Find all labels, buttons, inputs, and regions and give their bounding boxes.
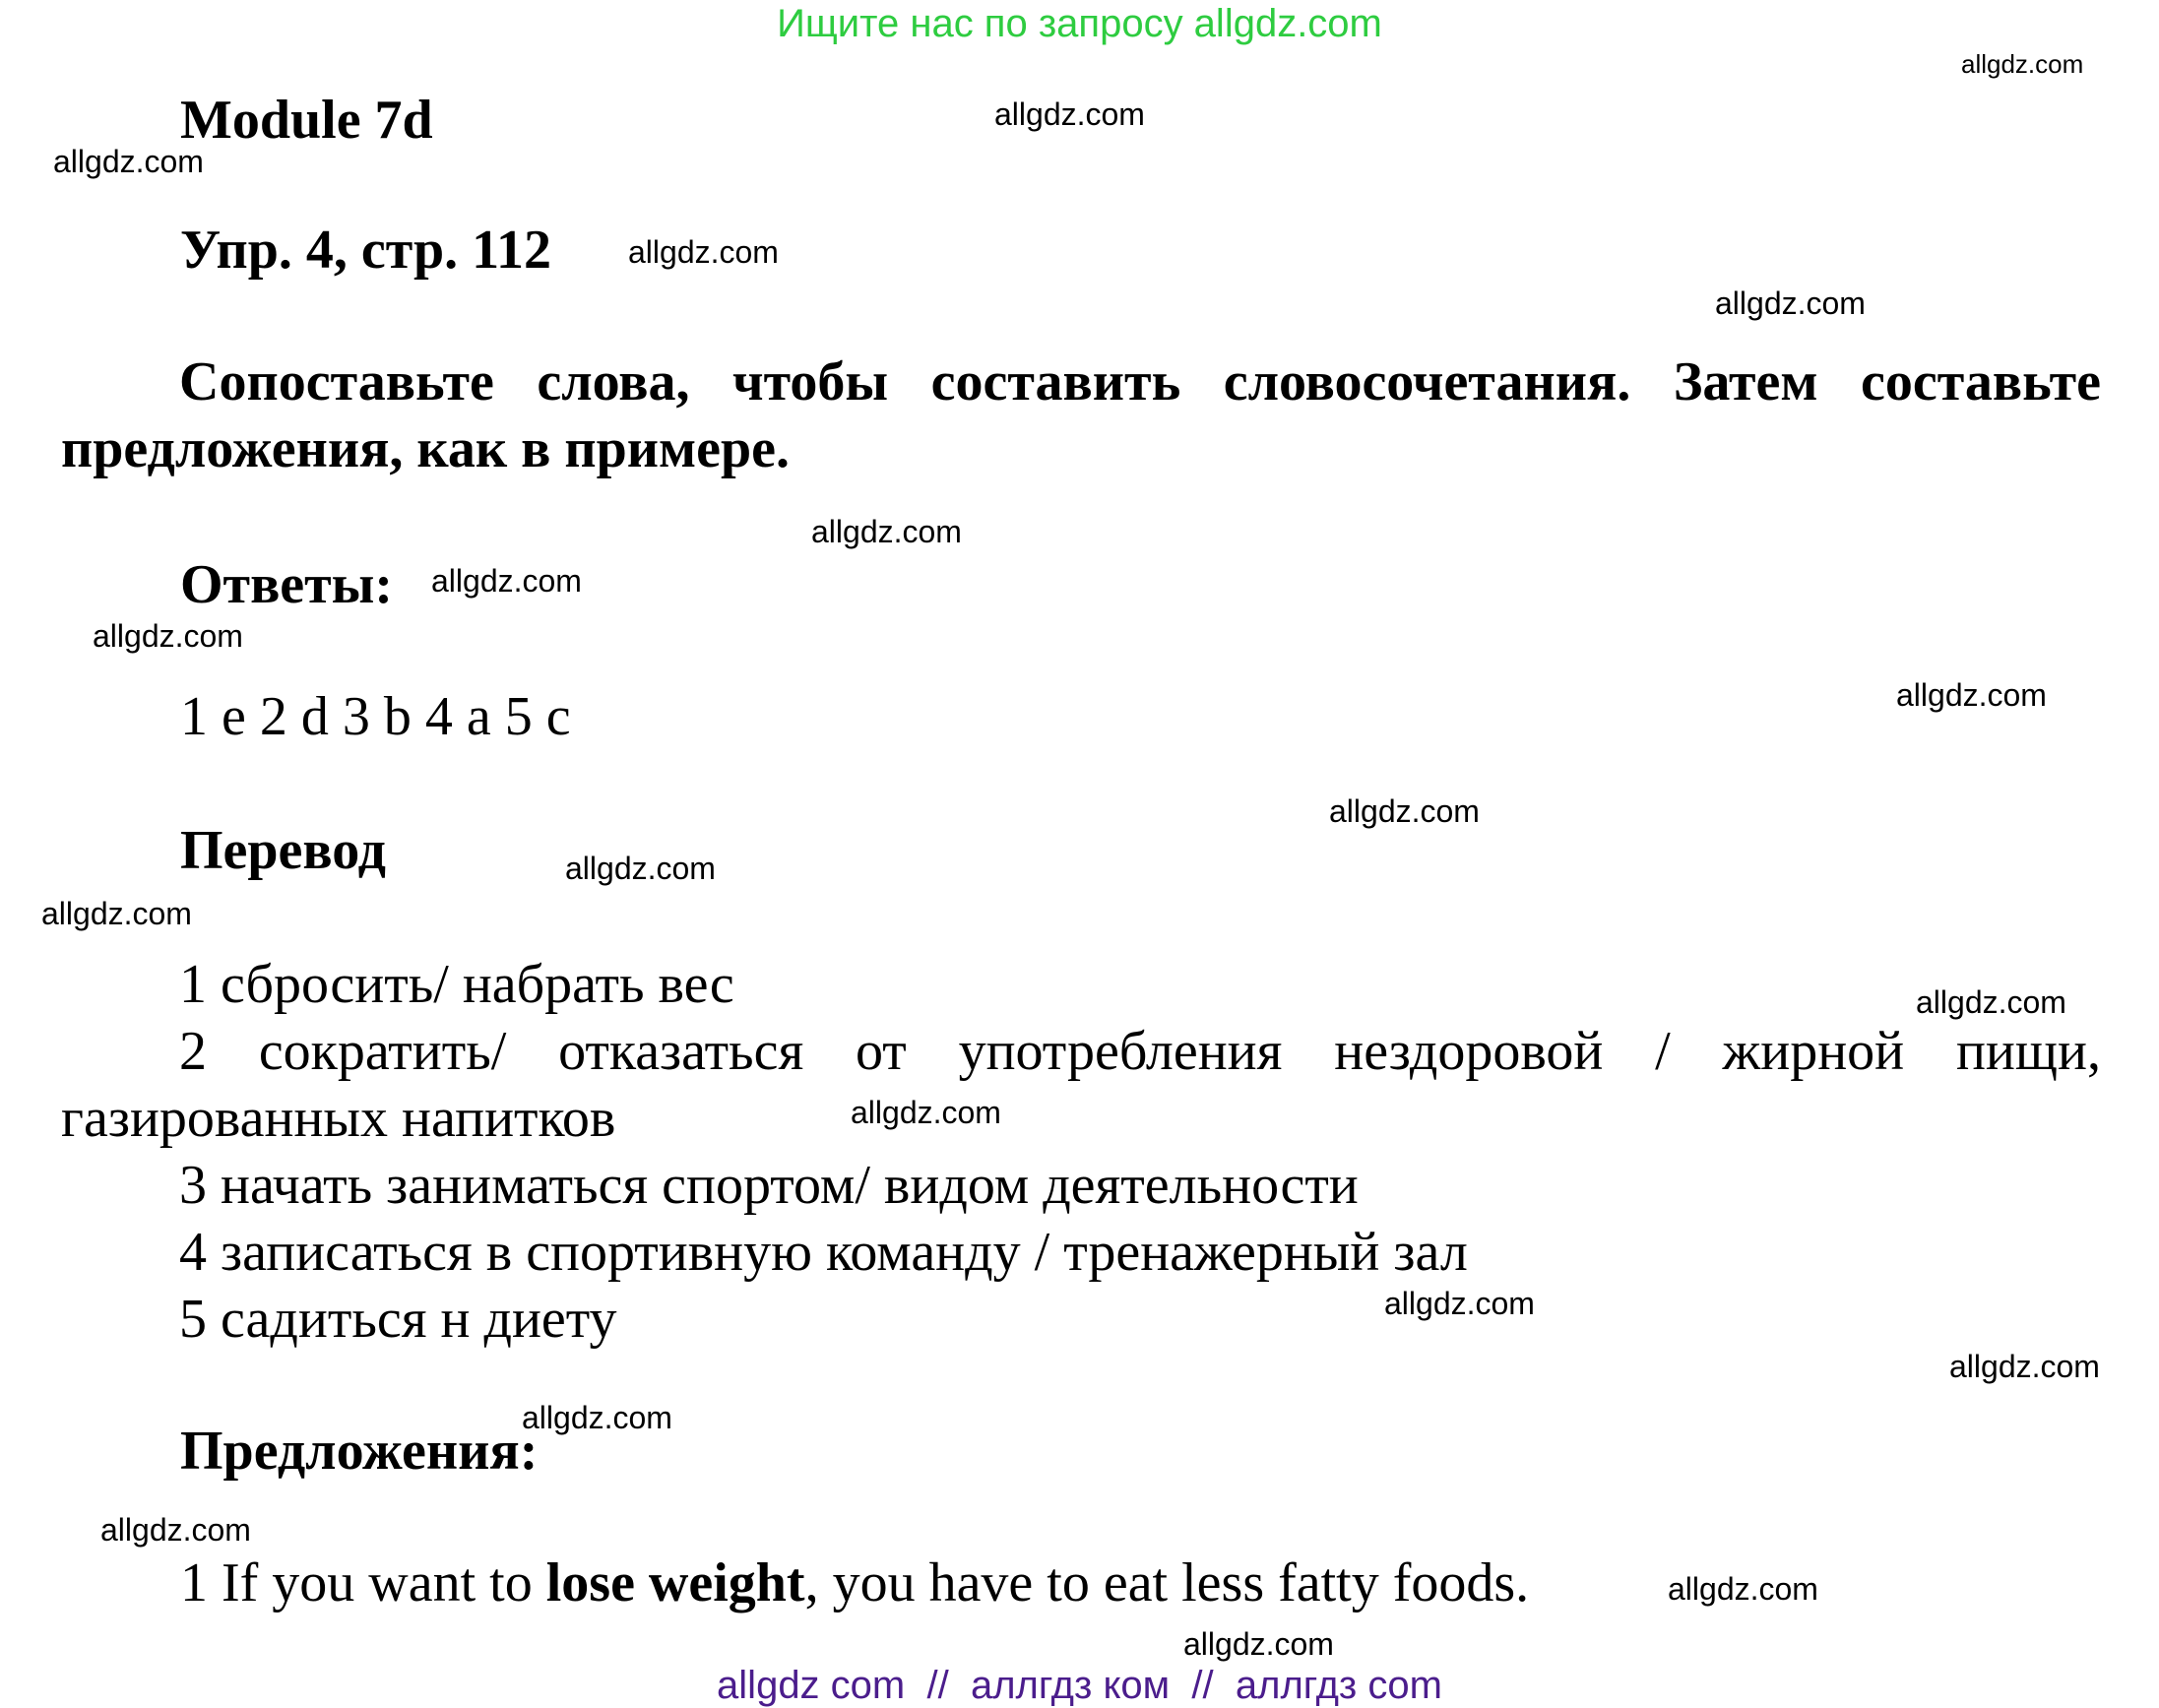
watermark: allgdz.com xyxy=(1384,1286,1535,1321)
watermark: allgdz.com xyxy=(1961,49,2084,79)
watermark: allgdz.com xyxy=(53,144,204,179)
watermark: allgdz.com xyxy=(1896,677,2047,713)
watermark: allgdz.com xyxy=(994,96,1145,132)
sentence-1-end: , you have to eat less fatty foods. xyxy=(804,1552,1530,1613)
translation-item: 1 сбросить/ набрать вес xyxy=(179,954,734,1015)
translation-heading: Перевод xyxy=(180,820,386,881)
watermark: allgdz.com xyxy=(1668,1571,1818,1607)
watermark: allgdz.com xyxy=(1916,984,2066,1020)
module-title: Module 7d xyxy=(180,90,433,151)
answers-line: 1 e 2 d 3 b 4 a 5 c xyxy=(180,686,571,747)
top-banner xyxy=(0,2,2159,46)
bottom-banner-separator: // xyxy=(1191,1664,1214,1707)
watermark: allgdz.com xyxy=(565,851,716,886)
translation-item-continuation: газированных напитков xyxy=(61,1088,616,1149)
translation-item: 4 записаться в спортивную команду / тренажерный зал xyxy=(179,1222,1468,1283)
watermark: allgdz.com xyxy=(851,1095,1001,1130)
bottom-banner xyxy=(0,1664,2159,1708)
exercise-title: Упр. 4, стр. 112 xyxy=(180,220,552,281)
watermark: allgdz.com xyxy=(41,896,192,931)
sentence-1-bold: lose weight xyxy=(545,1552,805,1613)
translation-item: 2 сократить/ отказаться от употребления нездоровой / жирной пищи, xyxy=(179,1021,2101,1082)
watermark: allgdz.com xyxy=(431,563,582,599)
translation-list xyxy=(61,951,2101,1353)
watermark: allgdz.com xyxy=(1949,1349,2100,1384)
task-line-1: Сопоставьте слова, чтобы составить словосочетания. Затем составьте xyxy=(179,351,2101,412)
translation-item: 3 начать заниматься спортом/ видом деятельности xyxy=(179,1155,1359,1216)
watermark: allgdz.com xyxy=(522,1400,672,1435)
watermark: allgdz.com xyxy=(1183,1626,1334,1662)
translation-item: 5 садиться н диету xyxy=(179,1289,617,1350)
bottom-banner-part-1: allgdz com xyxy=(717,1664,906,1707)
bottom-banner-separator: // xyxy=(926,1664,949,1707)
watermark: allgdz.com xyxy=(1715,285,1866,321)
task-instruction xyxy=(61,348,2101,482)
answers-heading: Ответы: xyxy=(180,554,394,615)
task-line-2: предложения, как в примере. xyxy=(61,418,791,479)
top-banner-text: Ищите нас по запросу allgdz.com xyxy=(777,2,1382,45)
watermark: allgdz.com xyxy=(100,1512,251,1548)
bottom-banner-part-3: аллгдз com xyxy=(1235,1664,1442,1707)
sentence-1 xyxy=(180,1552,1530,1613)
watermark: allgdz.com xyxy=(628,234,779,270)
watermark: allgdz.com xyxy=(93,618,243,654)
watermark: allgdz.com xyxy=(811,514,962,549)
bottom-banner-part-2: аллгдз ком xyxy=(970,1664,1171,1707)
sentence-1-start: 1 If you want to xyxy=(180,1552,546,1613)
sentences-heading: Предложения: xyxy=(180,1421,539,1482)
watermark: allgdz.com xyxy=(1329,793,1480,829)
